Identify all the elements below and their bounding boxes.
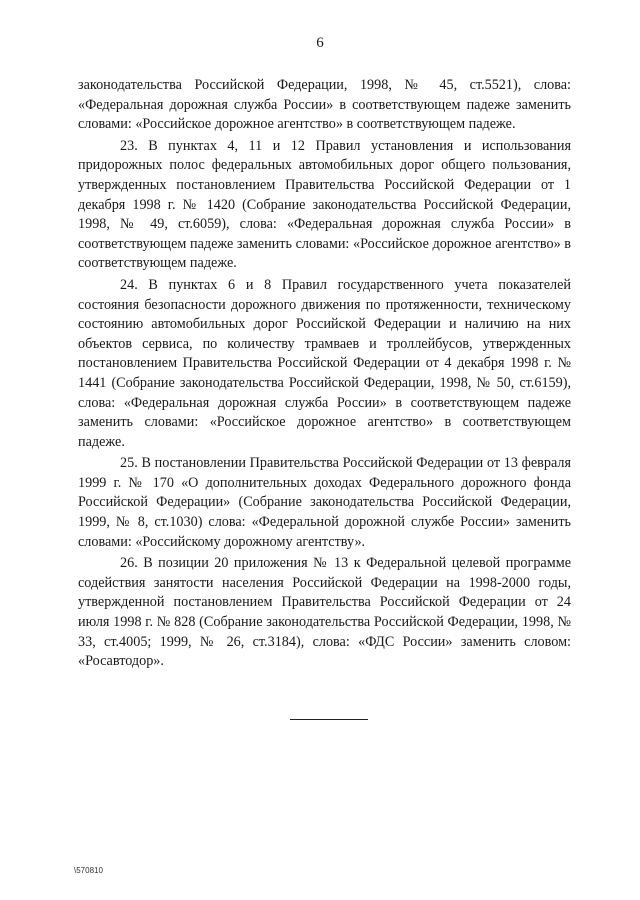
document-code: \570810 — [74, 866, 103, 875]
paragraph-continuation: законодательства Российской Федерации, 1998, № 45, ст.5521), слова: «Федеральная дорожная служба России» в соответствующем падеже заменить словами: «Российское дорожное агентство» в соответствующем падеже. — [78, 77, 571, 133]
page-number: 6 — [316, 35, 324, 51]
paragraph-item-24: 24. В пунктах 6 и 8 Правил государственного учета показателей состояния безопасности дорожного движения по протяженности, техническому состоянию автомобильных дорог Российской Федерации и наличию на них объектов сервиса, по количеству трамваев и троллейбусов, утвержденных постановлением Правительства Российской Федерации от 4 декабря 1998 г. № 1441 (Собрание законодательства Российской Федерации, 1998, № 50, ст.6159), слова: «Федеральная дорожная служба России» в соответствующем падеже заменить словами: «Российское дорожное агентство» в соответствующем падеже. — [78, 276, 571, 450]
paragraph-item-25: 25. В постановлении Правительства Российской Федерации от 13 февраля 1999 г. № 170 «О дополнительных доходах Федерального дорожного фонда Российской Федерации» (Собрание законодательства Российской Федерации, 1999, № 8, ст.1030) слова: «Федеральной дорожной службе России» заменить словами: «Российскому дорожному агентству». — [78, 455, 571, 550]
document-body — [78, 76, 571, 674]
end-of-text-divider — [290, 719, 368, 720]
paragraph-item-23: 23. В пунктах 4, 11 и 12 Правил установления и использования придорожных полос федеральных автомобильных дорог общего пользования, утвержденных постановлением Правительства Российской Федерации от 1 декабря 1998 г. № 1420 (Собрание законодательства Российской Федерации, 1998, № 49, ст.6059), слова: «Федеральная дорожная служба России» в соответствующем падеже заменить словами: «Российское дорожное агентство» в соответствующем падеже. — [78, 137, 571, 272]
paragraph-item-26: 26. В позиции 20 приложения № 13 к Федеральной целевой программе содействия занятости населения Российской Федерации на 1998-2000 годы, утвержденной постановлением Правительства Российской Федерации от 24 июля 1998 г. № 828 (Собрание законодательства Российской Федерации, 1998, № 33, ст.4005; 1999, № 26, ст.3184), слова: «ФДС России» заменить словом: «Росавтодор». — [78, 555, 571, 670]
